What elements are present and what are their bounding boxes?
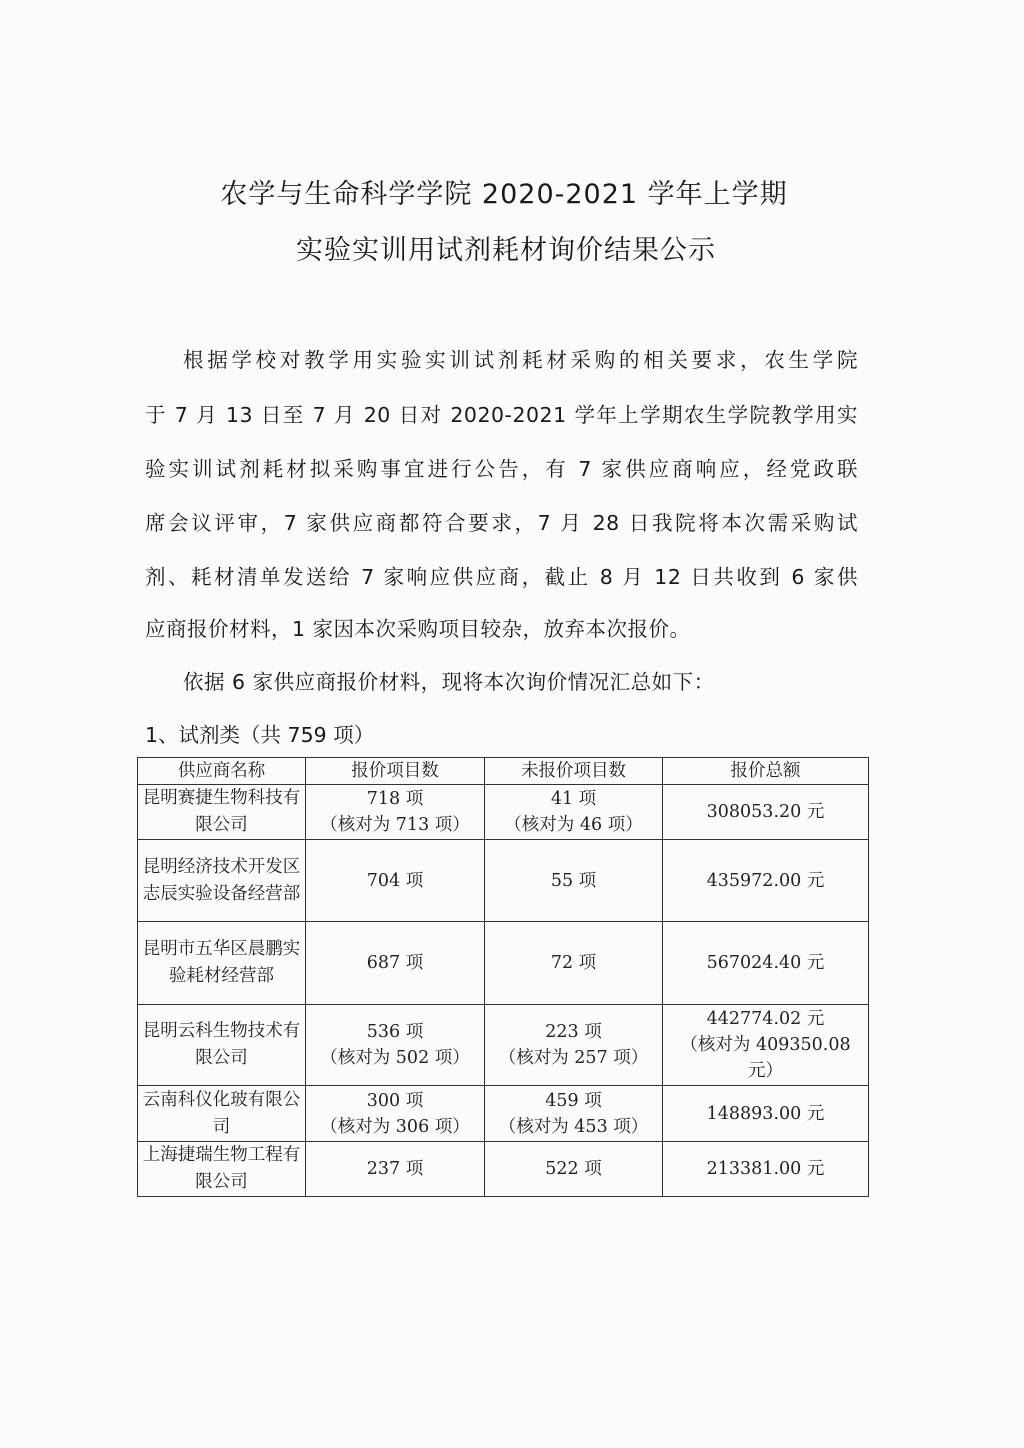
header-supplier: 供应商名称 — [138, 758, 306, 785]
total-cell — [663, 1142, 869, 1197]
table-row — [138, 922, 869, 1005]
unquoted-value: 522 项 — [545, 1159, 602, 1179]
table-row — [138, 785, 869, 840]
unquoted-cell — [485, 922, 663, 1005]
header-unquoted: 未报价项目数 — [485, 758, 663, 785]
quoted-value: 237 项 — [366, 1159, 424, 1179]
total-cell — [663, 840, 869, 922]
unquoted-value: （核对为 257 项） — [498, 1048, 649, 1068]
unquoted-value: 55 项 — [550, 870, 597, 891]
supplier-name: 云南科仪化玻有限公司 — [138, 1086, 306, 1142]
quoted-cell — [306, 840, 485, 922]
supplier-name: 昆明赛捷生物科技有限公司 — [138, 785, 306, 840]
quoted-value: （核对为 502 项） — [320, 1048, 470, 1068]
paragraph-line: 应商报价材料，1 家因本次采购项目较杂，放弃本次报价。 — [145, 617, 691, 641]
quoted-value: 300 项 — [366, 1090, 424, 1111]
total-value: 213381.00 元 — [706, 1159, 825, 1179]
quoted-value: （核对为 306 项） — [320, 1116, 470, 1137]
table-row — [138, 1086, 869, 1142]
quoted-value: 687 项 — [366, 953, 424, 973]
total-cell — [663, 1086, 869, 1142]
document-title-line-2: 实验实训用试剂耗材询价结果公示 — [296, 235, 716, 266]
total-value: 148893.00 元 — [706, 1103, 825, 1124]
quoted-cell — [306, 1086, 485, 1142]
total-cell — [663, 922, 869, 1005]
unquoted-value: 72 项 — [550, 953, 597, 973]
unquoted-cell — [485, 1142, 663, 1197]
quoted-cell — [306, 1142, 485, 1197]
unquoted-cell — [485, 1005, 663, 1086]
quotation-table — [137, 757, 869, 1197]
total-value: 435972.00 元 — [706, 870, 825, 891]
unquoted-cell — [485, 840, 663, 922]
supplier-name: 昆明经济技术开发区志辰实验设备经营部 — [138, 840, 306, 922]
paragraph-summary: 依据 6 家供应商报价材料，现将本次询价情况汇总如下： — [183, 670, 715, 694]
paragraph-line: 根据学校对教学用实验实训试剂耗材采购的相关要求，农生学院 — [183, 348, 858, 372]
quoted-cell — [306, 922, 485, 1005]
table-row — [138, 1005, 869, 1086]
quoted-cell — [306, 785, 485, 840]
unquoted-value: （核对为 453 项） — [498, 1116, 649, 1137]
total-cell — [663, 785, 869, 840]
paragraph-line: 席会议评审，7 家供应商都符合要求，7 月 28 日我院将本次需采购试 — [145, 511, 858, 535]
unquoted-cell — [485, 785, 663, 840]
header-quoted: 报价项目数 — [306, 758, 485, 785]
quoted-value: 536 项 — [366, 1022, 424, 1042]
quoted-value: 704 项 — [366, 870, 424, 891]
paragraph-line: 验实训试剂耗材拟采购事宜进行公告，有 7 家供应商响应，经党政联 — [145, 457, 858, 481]
quoted-value: 718 项 — [366, 789, 424, 809]
table-row — [138, 1142, 869, 1197]
header-total: 报价总额 — [663, 758, 869, 785]
unquoted-value: 459 项 — [545, 1090, 602, 1111]
document-title-line-1: 农学与生命科学学院 2020-2021 学年上学期 — [220, 179, 788, 210]
total-cell — [663, 1005, 869, 1086]
table-header-row — [138, 758, 869, 785]
unquoted-cell — [485, 1086, 663, 1142]
paragraph-line: 剂、耗材清单发送给 7 家响应供应商，截止 8 月 12 日共收到 6 家供 — [145, 565, 858, 589]
quoted-cell — [306, 1005, 485, 1086]
total-value: 442774.02 元 — [706, 1009, 825, 1029]
total-value: 308053.20 元 — [706, 802, 825, 822]
supplier-name: 昆明市五华区晨鹏实验耗材经营部 — [138, 922, 306, 1005]
total-value: 567024.40 元 — [706, 953, 825, 973]
unquoted-value: 223 项 — [545, 1022, 602, 1042]
quoted-value: （核对为 713 项） — [320, 815, 470, 835]
supplier-name: 上海捷瑞生物工程有限公司 — [138, 1142, 306, 1197]
unquoted-value: 41 项 — [550, 789, 597, 809]
unquoted-value: （核对为 46 项） — [504, 815, 643, 835]
paragraph-line: 于 7 月 13 日至 7 月 20 日对 2020-2021 学年上学期农生学院教学用实 — [145, 403, 858, 427]
section-heading: 1、试剂类（共 759 项） — [145, 723, 375, 747]
supplier-name: 昆明云科生物技术有限公司 — [138, 1005, 306, 1086]
table-row — [138, 840, 869, 922]
total-value: （核对为 409350.08 元） — [680, 1035, 851, 1081]
